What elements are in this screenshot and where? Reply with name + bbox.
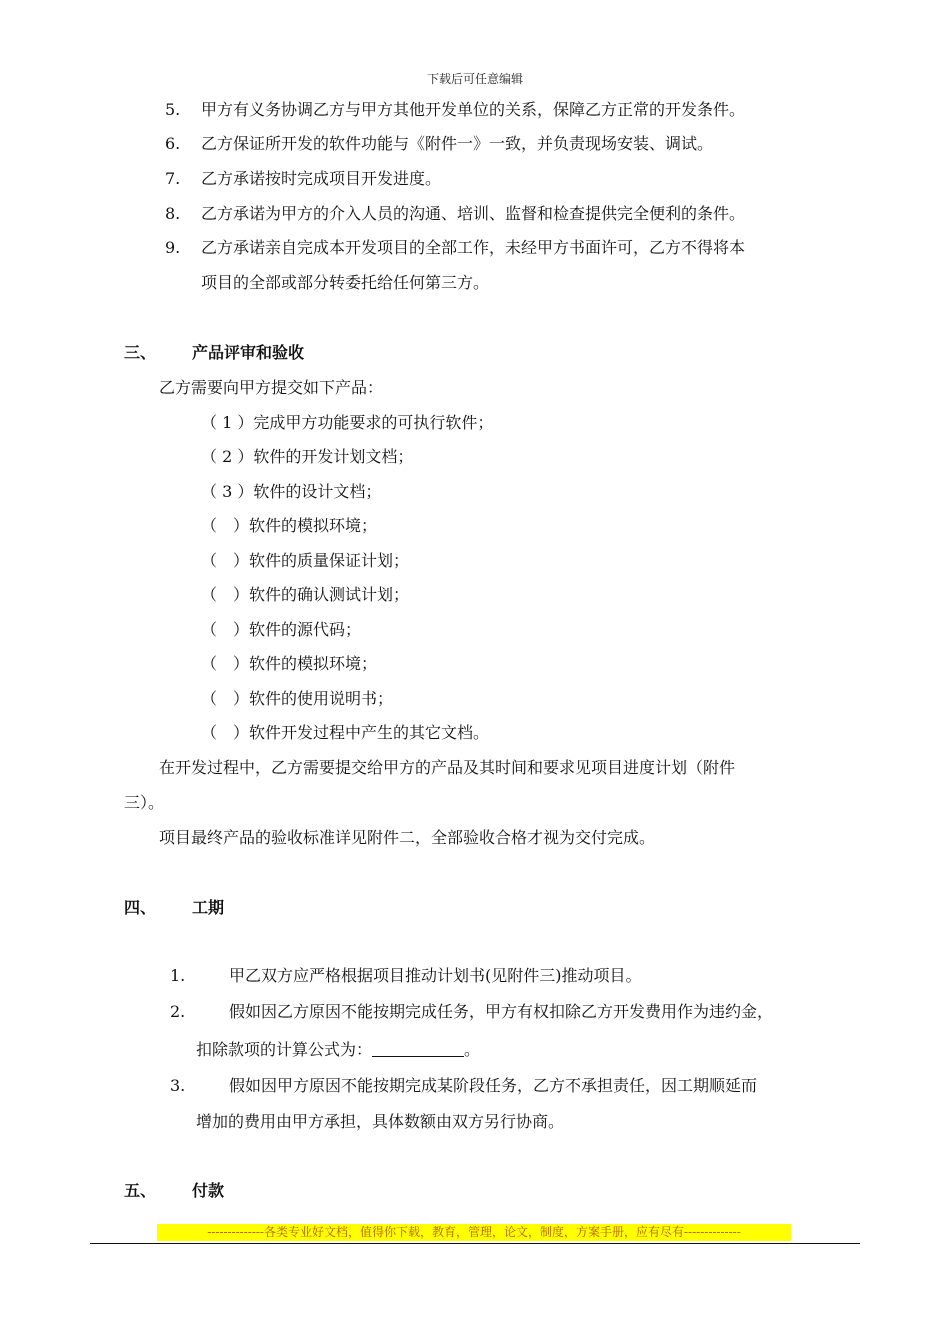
product-item: （ ）软件的模拟环境；: [201, 516, 378, 535]
download-note: 下载后可任意编辑: [426, 72, 523, 86]
section-4-number: 四、: [124, 898, 157, 917]
item-7-text: 乙方承诺按时完成项目开发进度。: [201, 169, 442, 188]
section-5-title: 付款: [192, 1181, 225, 1200]
product-item: （ 1 ）完成甲方功能要求的可执行软件；: [201, 413, 494, 432]
product-item: （ 2 ）软件的开发计划文档；: [201, 447, 414, 466]
formula-blank: [372, 1040, 464, 1057]
formula-label: 扣除款项的计算公式为：: [196, 1040, 373, 1059]
term-item-3-num: 3.: [170, 1076, 186, 1095]
section-3-title: 产品评审和验收: [192, 343, 305, 362]
item-9-text: 乙方承诺亲自完成本开发项目的全部工作，未经甲方书面许可，乙方不得将本: [201, 238, 746, 257]
product-item: （ ）软件的模拟环境；: [201, 654, 378, 673]
product-item: （ ）软件的源代码；: [201, 620, 362, 639]
section-3-number: 三、: [124, 343, 157, 362]
term-item-1-num: 1.: [170, 966, 186, 985]
product-item: （ ）软件的质量保证计划；: [201, 551, 410, 570]
section-3-paragraph-1: 在开发过程中，乙方需要提交给甲方的产品及其时间和要求见项目进度计划（附件: [159, 758, 736, 777]
product-item: （ ）软件的使用说明书；: [201, 689, 394, 708]
item-9-text-cont: 项目的全部或部分转委托给任何第三方。: [201, 273, 490, 292]
term-item-1-text: 甲乙双方应严格根据项目推动计划书(见附件三)推动项目。: [229, 966, 642, 985]
item-5-num: 5.: [165, 100, 181, 119]
formula-end: 。: [464, 1040, 481, 1059]
term-item-3-text-cont: 增加的费用由甲方承担，具体数额由双方另行协商。: [196, 1112, 565, 1131]
section-3-paragraph-1-cont: 三）。: [124, 793, 165, 812]
term-item-2-formula-line: [196, 1040, 480, 1060]
item-5-text: 甲方有义务协调乙方与甲方其他开发单位的关系，保障乙方正常的开发条件。: [201, 100, 746, 119]
item-7-num: 7.: [165, 169, 181, 188]
term-item-3-text: 假如因甲方原因不能按期完成某阶段任务，乙方不承担责任，因工期顺延而: [229, 1076, 758, 1095]
item-9-num: 9.: [165, 238, 181, 257]
product-item: （ 3 ）软件的设计文档；: [201, 482, 382, 501]
section-3-intro: 乙方需要向甲方提交如下产品：: [159, 378, 384, 397]
section-5-number: 五、: [124, 1181, 157, 1200]
item-8-num: 8.: [165, 204, 181, 223]
item-8-text: 乙方承诺为甲方的介入人员的沟通、培训、监督和检查提供完全便利的条件。: [201, 204, 746, 223]
product-item: （ ）软件开发过程中产生的其它文档。: [201, 723, 490, 742]
item-6-num: 6.: [165, 134, 181, 153]
section-3-paragraph-2: 项目最终产品的验收标准详见附件二，全部验收合格才视为交付完成。: [159, 828, 656, 847]
product-item: （ ）软件的确认测试计划；: [201, 585, 410, 604]
section-4-title: 工期: [192, 898, 225, 917]
footer-banner: --------------各类专业好文档，值得你下载，教育，管理，论文，制度，方案手册，应有尽有--------------: [157, 1224, 791, 1241]
term-item-2-num: 2.: [170, 1002, 186, 1021]
term-item-2-text: 假如因乙方原因不能按期完成任务，甲方有权扣除乙方开发费用作为违约金，: [229, 1002, 774, 1021]
footer-divider: [90, 1243, 860, 1244]
item-6-text: 乙方保证所开发的软件功能与《附件一》一致，并负责现场安装、调试。: [201, 134, 714, 153]
